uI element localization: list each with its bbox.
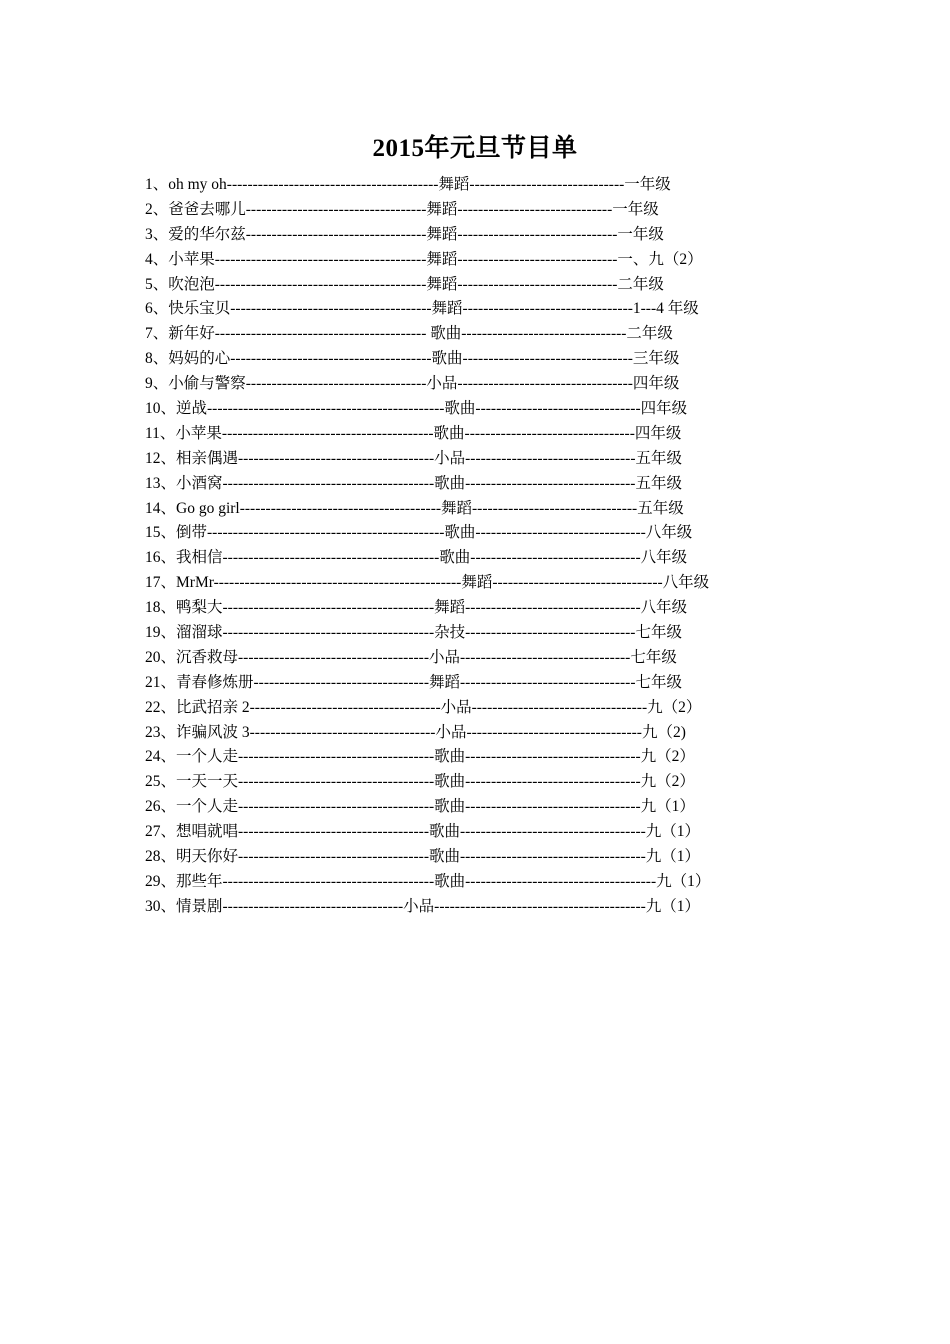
program-item: 29、那些年-----------------------------------------歌曲-------------------------------------九（1） bbox=[145, 872, 711, 890]
document-title: 2015年元旦节目单 bbox=[372, 135, 578, 162]
program-item: 17、MrMr------------------------------------------------舞蹈---------------------------------八年级 bbox=[145, 574, 710, 592]
program-item: 13、小酒窝-----------------------------------------歌曲---------------------------------五年级 bbox=[145, 474, 682, 492]
program-item: 5、吹泡泡-----------------------------------------舞蹈-------------------------------二年级 bbox=[145, 275, 664, 293]
program-item: 11、小苹果-----------------------------------------歌曲---------------------------------四年级 bbox=[145, 424, 682, 442]
program-item: 18、鸭梨大-----------------------------------------舞蹈----------------------------------八年级 bbox=[145, 599, 688, 617]
program-item: 24、一个人走--------------------------------------歌曲----------------------------------九（2） bbox=[145, 748, 695, 766]
program-item: 9、小偷与警察-----------------------------------小品----------------------------------四年级 bbox=[145, 375, 680, 393]
program-item: 21、青春修炼册----------------------------------舞蹈----------------------------------七年级 bbox=[145, 673, 682, 691]
program-item: 20、沉香救母-------------------------------------小品---------------------------------七年级 bbox=[145, 648, 677, 666]
program-item: 16、我相信------------------------------------------歌曲---------------------------------八年级 bbox=[145, 549, 688, 567]
program-item: 7、新年好----------------------------------------- 歌曲--------------------------------二年级 bbox=[145, 325, 673, 343]
program-item: 1、oh my oh-----------------------------------------舞蹈------------------------------一年级 bbox=[145, 176, 671, 193]
program-item: 12、相亲偶遇--------------------------------------小品---------------------------------五年级 bbox=[145, 449, 682, 467]
program-list bbox=[145, 173, 865, 920]
program-item: 8、妈妈的心---------------------------------------歌曲---------------------------------三年级 bbox=[145, 350, 680, 368]
program-item: 3、爱的华尔兹-----------------------------------舞蹈-------------------------------一年级 bbox=[145, 225, 664, 243]
program-item: 19、溜溜球-----------------------------------------杂技---------------------------------七年级 bbox=[145, 624, 682, 642]
program-item: 26、一个人走--------------------------------------歌曲----------------------------------九（1） bbox=[145, 798, 695, 816]
program-item: 2、爸爸去哪儿-----------------------------------舞蹈------------------------------一年级 bbox=[145, 200, 659, 218]
program-item: 10、逆战----------------------------------------------歌曲--------------------------------四年级 bbox=[145, 400, 688, 418]
program-item: 15、倒带----------------------------------------------歌曲---------------------------------八年级 bbox=[145, 524, 693, 542]
program-item: 25、一天一天--------------------------------------歌曲----------------------------------九（2） bbox=[145, 773, 695, 791]
program-item: 14、Go go girl---------------------------------------舞蹈--------------------------------五年级 bbox=[145, 499, 684, 517]
program-item: 23、诈骗风波 3------------------------------------小品----------------------------------九（2) bbox=[145, 723, 686, 741]
program-item: 22、比武招亲 2-------------------------------------小品----------------------------------九（2） bbox=[145, 698, 702, 716]
program-item: 4、小苹果-----------------------------------------舞蹈-------------------------------一、九（2） bbox=[145, 250, 703, 268]
program-item: 6、快乐宝贝---------------------------------------舞蹈---------------------------------1---4 年级 bbox=[145, 300, 699, 318]
program-item: 30、情景剧-----------------------------------小品-----------------------------------------九（1） bbox=[145, 897, 701, 915]
program-item: 27、想唱就唱-------------------------------------歌曲------------------------------------九（1） bbox=[145, 823, 701, 841]
program-item: 28、明天你好-------------------------------------歌曲------------------------------------九（1） bbox=[145, 848, 701, 866]
